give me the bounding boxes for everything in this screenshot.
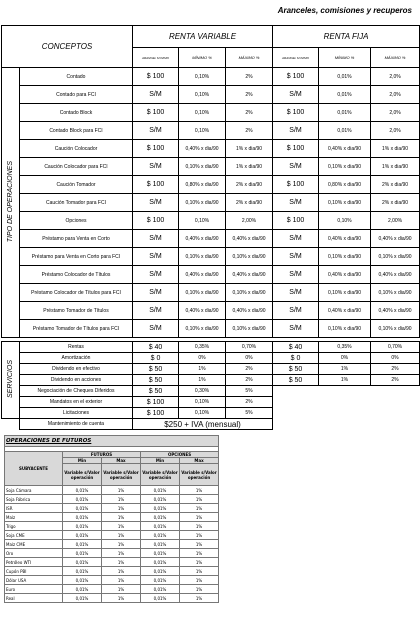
- concepto-cell: Contado Block: [20, 104, 133, 122]
- futures-value-cell: 1%: [102, 549, 141, 558]
- rv-value-cell: 0,40% x dia/90: [179, 140, 226, 158]
- rf-value-cell: 0,10% x dia/90: [371, 320, 420, 338]
- rf-minimo-header: MÍNIMO %: [319, 48, 371, 68]
- concepto-cell: Negociación de Cheques Diferidos: [20, 386, 133, 397]
- futures-value-cell: 0,01%: [63, 540, 102, 549]
- table-row: [2, 104, 420, 122]
- rv-value-cell: 2%: [226, 397, 273, 408]
- rf-value-cell: 2,00%: [371, 212, 420, 230]
- rf-value-cell: 2%: [371, 375, 420, 386]
- rf-value-cell: S/M: [273, 284, 319, 302]
- rf-value-cell: 0,80% x dia/90: [319, 176, 371, 194]
- concepto-cell: Dividendo en acciones: [20, 375, 133, 386]
- subyacente-cell: Maíz: [5, 513, 63, 522]
- rf-value-cell: 2% x dia/90: [371, 176, 420, 194]
- futures-value-cell: 0,01%: [63, 486, 102, 495]
- table-row: [5, 495, 219, 504]
- futures-value-cell: 0,01%: [63, 513, 102, 522]
- futures-value-cell: 1%: [180, 594, 219, 603]
- table-row: [2, 140, 420, 158]
- rv-value-cell: $ 40: [133, 342, 179, 353]
- rf-value-cell: 0,70%: [371, 342, 420, 353]
- rv-value-cell: S/M: [133, 158, 179, 176]
- rv-value-cell: 0,10%: [179, 68, 226, 86]
- rv-value-cell: $ 100: [133, 68, 179, 86]
- concepto-cell: Mandatos en el exterior: [20, 397, 133, 408]
- rv-value-cell: 2%: [226, 364, 273, 375]
- rv-value-cell: S/M: [133, 320, 179, 338]
- rv-value-cell: $ 100: [133, 104, 179, 122]
- futures-value-cell: 1%: [102, 522, 141, 531]
- rv-value-cell: 2%: [226, 375, 273, 386]
- futures-value-cell: 0,01%: [63, 576, 102, 585]
- concepto-cell: Caución Tomador: [20, 176, 133, 194]
- futures-value-cell: 1%: [180, 486, 219, 495]
- concepto-cell: Contado: [20, 68, 133, 86]
- futures-value-cell: 1%: [180, 567, 219, 576]
- table-row: [2, 194, 420, 212]
- concepto-cell: Amortización: [20, 353, 133, 364]
- subyacente-cell: Real: [5, 594, 63, 603]
- rv-value-cell: $ 100: [133, 176, 179, 194]
- futuros-header: FUTUROS: [63, 452, 141, 458]
- rf-value-cell: 0%: [371, 353, 420, 364]
- rv-value-cell: S/M: [133, 230, 179, 248]
- rv-value-cell: 1% x dia/90: [226, 140, 273, 158]
- rv-value-cell: 0,10%: [179, 86, 226, 104]
- rf-value-cell: 1%: [319, 364, 371, 375]
- concepto-cell: Caución Colocador: [20, 140, 133, 158]
- renta-fija-header: RENTA FIJA: [273, 26, 420, 48]
- rv-value-cell: 0,10% x dia/90: [226, 248, 273, 266]
- futures-value-cell: 1%: [102, 576, 141, 585]
- rv-value-cell: 0,10% x dia/90: [179, 248, 226, 266]
- futures-value-cell: 1%: [102, 585, 141, 594]
- table-row: [5, 558, 219, 567]
- page-title: Aranceles, comisiones y recuperos: [277, 6, 412, 15]
- rf-value-cell: 0,01%: [319, 122, 371, 140]
- rf-value-cell: 0,10% x dia/90: [319, 320, 371, 338]
- subyacente-cell: Oro: [5, 549, 63, 558]
- rf-value-cell: 2%: [371, 364, 420, 375]
- opc-max-variable: Variable s/Valor operación: [180, 464, 219, 486]
- rf-value-cell: S/M: [273, 248, 319, 266]
- futures-value-cell: 0,01%: [63, 558, 102, 567]
- rv-value-cell: 2,00%: [226, 212, 273, 230]
- rv-value-cell: 0,10%: [179, 397, 226, 408]
- rv-value-cell: $ 50: [133, 386, 179, 397]
- rv-value-cell: 5%: [226, 408, 273, 419]
- servicios-section-text: SERVICIOS: [6, 360, 14, 398]
- table-row: [2, 320, 420, 338]
- rf-value-cell: $ 100: [273, 212, 319, 230]
- table-row: [2, 212, 420, 230]
- rf-value-cell: $ 100: [273, 176, 319, 194]
- futures-value-cell: 1%: [180, 495, 219, 504]
- table-row: [2, 248, 420, 266]
- rv-value-cell: $ 100: [133, 212, 179, 230]
- rv-value-cell: 0%: [226, 353, 273, 364]
- concepto-cell: Contado para FCI: [20, 86, 133, 104]
- rf-value-cell: 0%: [319, 353, 371, 364]
- empty-cell: [273, 397, 420, 408]
- rv-value-cell: $ 50: [133, 364, 179, 375]
- servicios-section-label: [2, 342, 20, 419]
- concepto-cell: Préstamo Colocador de Títulos para FCI: [20, 284, 133, 302]
- rf-value-cell: 0,40% x dia/90: [319, 230, 371, 248]
- opciones-header: OPCIONES: [141, 452, 219, 458]
- futures-value-cell: 1%: [180, 513, 219, 522]
- rv-value-cell: $ 100: [133, 140, 179, 158]
- table-row: [2, 386, 420, 397]
- rv-value-cell: 0,40% x dia/90: [226, 302, 273, 320]
- fut-max-variable: Variable s/Valor operación: [102, 464, 141, 486]
- rv-value-cell: S/M: [133, 194, 179, 212]
- table-row: [5, 513, 219, 522]
- futures-value-cell: 0,01%: [141, 576, 180, 585]
- operaciones-section-text: TIPO DE OPERACIONES: [6, 160, 14, 243]
- rv-value-cell: 5%: [226, 386, 273, 397]
- futures-title: OPERACIONES DE FUTUROS: [5, 436, 219, 447]
- table-row: [2, 397, 420, 408]
- rv-value-cell: 0%: [179, 353, 226, 364]
- rv-value-cell: $ 50: [133, 375, 179, 386]
- table-row: [2, 342, 420, 353]
- rf-value-cell: 0,10% x dia/90: [319, 248, 371, 266]
- rv-value-cell: 2% x dia/90: [226, 194, 273, 212]
- concepto-cell: Caución Colocador para FCI: [20, 158, 133, 176]
- rv-value-cell: 2%: [226, 68, 273, 86]
- rv-value-cell: S/M: [133, 302, 179, 320]
- futures-value-cell: 0,01%: [141, 549, 180, 558]
- concepto-cell: Rentas: [20, 342, 133, 353]
- rv-value-cell: 1% x dia/90: [226, 158, 273, 176]
- subyacente-cell: Soja Cámara: [5, 486, 63, 495]
- empty-cell: [273, 408, 420, 419]
- rv-value-cell: 0,10%: [179, 408, 226, 419]
- subyacente-cell: Trigo: [5, 522, 63, 531]
- fut-min-variable: Variable s/Valor operación: [63, 464, 102, 486]
- futures-value-cell: 1%: [102, 504, 141, 513]
- futures-value-cell: 1%: [180, 549, 219, 558]
- rf-value-cell: $ 50: [273, 364, 319, 375]
- concepto-cell: Contado Block para FCI: [20, 122, 133, 140]
- subyacente-cell: Soja CME: [5, 531, 63, 540]
- rf-value-cell: 0,10% x dia/90: [371, 284, 420, 302]
- empty-cell: [273, 386, 420, 397]
- table-row: [2, 176, 420, 194]
- futures-value-cell: 1%: [180, 540, 219, 549]
- operaciones-section-label: [2, 68, 20, 338]
- concepto-cell: Préstamo para Venta en Corto: [20, 230, 133, 248]
- futures-value-cell: 0,01%: [63, 522, 102, 531]
- rv-maximo-header: MÁXIMO %: [226, 48, 273, 68]
- futures-value-cell: 0,01%: [141, 531, 180, 540]
- rf-value-cell: $ 100: [273, 68, 319, 86]
- rv-value-cell: 1%: [179, 375, 226, 386]
- futures-value-cell: 0,01%: [63, 567, 102, 576]
- fut-max-header: Max: [102, 458, 141, 464]
- futures-value-cell: 0,01%: [141, 513, 180, 522]
- rv-value-cell: 0,40% x dia/90: [179, 230, 226, 248]
- futures-value-cell: 0,01%: [141, 558, 180, 567]
- rv-value-cell: S/M: [133, 266, 179, 284]
- subyacente-cell: Cupón PBI: [5, 567, 63, 576]
- rf-value-cell: $ 0: [273, 353, 319, 364]
- rv-value-cell: 2%: [226, 122, 273, 140]
- rf-value-cell: 0,10% x dia/90: [319, 158, 371, 176]
- rf-value-cell: 0,10% x dia/90: [319, 194, 371, 212]
- concepto-cell: Licitaciones: [20, 408, 133, 419]
- rf-value-cell: S/M: [273, 194, 319, 212]
- subyacente-header: SUBYACENTE: [5, 452, 63, 486]
- rv-value-cell: 0,35%: [179, 342, 226, 353]
- rv-value-cell: 0,10%: [179, 104, 226, 122]
- opc-min-header: Min: [141, 458, 180, 464]
- table-row: [2, 122, 420, 140]
- rf-value-cell: S/M: [273, 86, 319, 104]
- futures-value-cell: 0,01%: [141, 594, 180, 603]
- rv-value-cell: 0,10% x dia/90: [179, 284, 226, 302]
- rf-maximo-header: MÁXIMO %: [371, 48, 420, 68]
- concepto-cell: Préstamo Colocador de Títulos: [20, 266, 133, 284]
- table-row: [2, 284, 420, 302]
- rv-value-cell: 0,10% x dia/90: [226, 284, 273, 302]
- rv-value-cell: 0,10% x dia/90: [179, 158, 226, 176]
- futures-value-cell: 0,01%: [63, 549, 102, 558]
- rf-value-cell: 2,0%: [371, 68, 420, 86]
- rf-value-cell: 1% x dia/90: [371, 158, 420, 176]
- rv-value-cell: 0,10% x dia/90: [179, 194, 226, 212]
- futures-value-cell: 1%: [180, 576, 219, 585]
- rv-value-cell: 2%: [226, 104, 273, 122]
- table-row: [2, 86, 420, 104]
- rf-value-cell: 0,35%: [319, 342, 371, 353]
- concepto-cell: Préstamo Tomador de Títulos: [20, 302, 133, 320]
- table-row: [5, 594, 219, 603]
- table-row: [5, 486, 219, 495]
- rf-arancel-header: ARANCEL M INIMO: [273, 48, 319, 68]
- futures-value-cell: 0,01%: [63, 585, 102, 594]
- rv-value-cell: $ 100: [133, 408, 179, 419]
- rv-value-cell: $ 100: [133, 397, 179, 408]
- futures-value-cell: 0,01%: [63, 594, 102, 603]
- table-row: [5, 576, 219, 585]
- rf-value-cell: 0,10%: [319, 212, 371, 230]
- table-row: [2, 302, 420, 320]
- renta-variable-header: RENTA VARIABLE: [133, 26, 273, 48]
- futures-value-cell: 0,01%: [63, 495, 102, 504]
- mantenimiento-value: $250 + IVA (mensual): [133, 419, 273, 430]
- futures-table: [4, 435, 219, 603]
- table-row: [5, 540, 219, 549]
- futures-value-cell: 1%: [102, 495, 141, 504]
- rf-value-cell: S/M: [273, 122, 319, 140]
- opc-max-header: Max: [180, 458, 219, 464]
- rv-value-cell: 1%: [179, 364, 226, 375]
- rf-value-cell: 2,0%: [371, 122, 420, 140]
- futures-value-cell: 0,01%: [141, 567, 180, 576]
- table-row: [2, 68, 420, 86]
- rf-value-cell: 0,40% x dia/90: [319, 266, 371, 284]
- subyacente-cell: Maíz CME: [5, 540, 63, 549]
- rf-value-cell: 0,40% x dia/90: [319, 140, 371, 158]
- subyacente-cell: ISR: [5, 504, 63, 513]
- table-row: [2, 230, 420, 248]
- rf-value-cell: 0,40% x dia/90: [371, 302, 420, 320]
- rf-value-cell: 2,0%: [371, 86, 420, 104]
- rf-value-cell: S/M: [273, 320, 319, 338]
- concepto-cell: Dividendo en efectivo: [20, 364, 133, 375]
- futures-value-cell: 1%: [102, 531, 141, 540]
- rv-value-cell: 0,40% x dia/90: [179, 302, 226, 320]
- futures-value-cell: 1%: [102, 594, 141, 603]
- futures-value-cell: 1%: [102, 558, 141, 567]
- rv-value-cell: 0,40% x dia/90: [226, 266, 273, 284]
- rf-value-cell: 1%: [319, 375, 371, 386]
- rv-value-cell: 0,70%: [226, 342, 273, 353]
- rv-value-cell: 0,80% x dia/90: [179, 176, 226, 194]
- rf-value-cell: S/M: [273, 302, 319, 320]
- rv-value-cell: 0,40% x dia/90: [226, 230, 273, 248]
- rf-value-cell: $ 40: [273, 342, 319, 353]
- subyacente-cell: Euro: [5, 585, 63, 594]
- futures-value-cell: 0,01%: [141, 540, 180, 549]
- table-row: [5, 567, 219, 576]
- rf-value-cell: 0,10% x dia/90: [371, 248, 420, 266]
- futures-value-cell: 1%: [180, 522, 219, 531]
- futures-value-cell: 1%: [180, 585, 219, 594]
- subyacente-cell: Soja Fábrica: [5, 495, 63, 504]
- subyacente-cell: Petróleo WTI: [5, 558, 63, 567]
- rf-value-cell: 0,01%: [319, 86, 371, 104]
- rv-value-cell: 0,30%: [179, 386, 226, 397]
- fees-table: [1, 25, 420, 430]
- table-row: [2, 266, 420, 284]
- rv-value-cell: S/M: [133, 122, 179, 140]
- concepto-cell: Préstamo Tomador de Títulos para FCI: [20, 320, 133, 338]
- rv-value-cell: S/M: [133, 284, 179, 302]
- table-row: [5, 549, 219, 558]
- rf-value-cell: $ 100: [273, 104, 319, 122]
- rv-value-cell: 2% x dia/90: [226, 176, 273, 194]
- futures-value-cell: 0,01%: [63, 504, 102, 513]
- opc-min-variable: Variable s/Valor operación: [141, 464, 180, 486]
- table-row: [5, 531, 219, 540]
- rf-value-cell: 0,01%: [319, 68, 371, 86]
- table-row: [5, 504, 219, 513]
- fut-min-header: Min: [63, 458, 102, 464]
- rf-value-cell: 2,0%: [371, 104, 420, 122]
- rv-minimo-header: MÍNIMO %: [179, 48, 226, 68]
- rv-value-cell: 0,40% x dia/90: [179, 266, 226, 284]
- rf-value-cell: 0,01%: [319, 104, 371, 122]
- futures-value-cell: 1%: [102, 540, 141, 549]
- futures-value-cell: 1%: [102, 513, 141, 522]
- rf-value-cell: 0,40% x dia/90: [371, 266, 420, 284]
- rf-value-cell: $ 100: [273, 140, 319, 158]
- futures-value-cell: 1%: [102, 486, 141, 495]
- table-row: [5, 522, 219, 531]
- mantenimiento-label: Mantenimiento de cuenta: [20, 419, 133, 430]
- rv-value-cell: 2%: [226, 86, 273, 104]
- rv-value-cell: 0,10% x dia/90: [226, 320, 273, 338]
- rv-value-cell: 0,10%: [179, 212, 226, 230]
- rf-value-cell: S/M: [273, 158, 319, 176]
- table-row: [2, 375, 420, 386]
- rf-value-cell: 0,40% x dia/90: [319, 302, 371, 320]
- rv-value-cell: S/M: [133, 248, 179, 266]
- conceptos-header: CONCEPTOS: [2, 26, 133, 68]
- table-row: [5, 585, 219, 594]
- subyacente-cell: Dólar USA: [5, 576, 63, 585]
- futures-value-cell: 1%: [102, 567, 141, 576]
- futures-value-cell: 1%: [180, 504, 219, 513]
- rf-value-cell: 0,40% x dia/90: [371, 230, 420, 248]
- rv-value-cell: S/M: [133, 86, 179, 104]
- rf-value-cell: 1% x dia/90: [371, 140, 420, 158]
- rf-value-cell: 0,10% x dia/90: [319, 284, 371, 302]
- concepto-cell: Préstamo para Venta en Corto para FCI: [20, 248, 133, 266]
- futures-value-cell: 0,01%: [141, 522, 180, 531]
- rf-value-cell: 2% x dia/90: [371, 194, 420, 212]
- futures-value-cell: 0,01%: [141, 486, 180, 495]
- rv-value-cell: $ 0: [133, 353, 179, 364]
- futures-value-cell: 0,01%: [63, 531, 102, 540]
- rf-value-cell: S/M: [273, 266, 319, 284]
- futures-value-cell: 1%: [180, 558, 219, 567]
- rf-value-cell: S/M: [273, 230, 319, 248]
- rv-arancel-header: ARANCEL M INIMO: [133, 48, 179, 68]
- futures-value-cell: 0,01%: [141, 585, 180, 594]
- table-row: [2, 158, 420, 176]
- futures-value-cell: 1%: [180, 531, 219, 540]
- concepto-cell: Opciones: [20, 212, 133, 230]
- table-row: [2, 353, 420, 364]
- rf-value-cell: $ 50: [273, 375, 319, 386]
- rv-value-cell: 0,10%: [179, 122, 226, 140]
- futures-value-cell: 0,01%: [141, 504, 180, 513]
- table-row: [2, 408, 420, 419]
- rv-value-cell: 0,10% x dia/90: [179, 320, 226, 338]
- concepto-cell: Caución Tomador para FCI: [20, 194, 133, 212]
- futures-value-cell: 0,01%: [141, 495, 180, 504]
- table-row: [2, 364, 420, 375]
